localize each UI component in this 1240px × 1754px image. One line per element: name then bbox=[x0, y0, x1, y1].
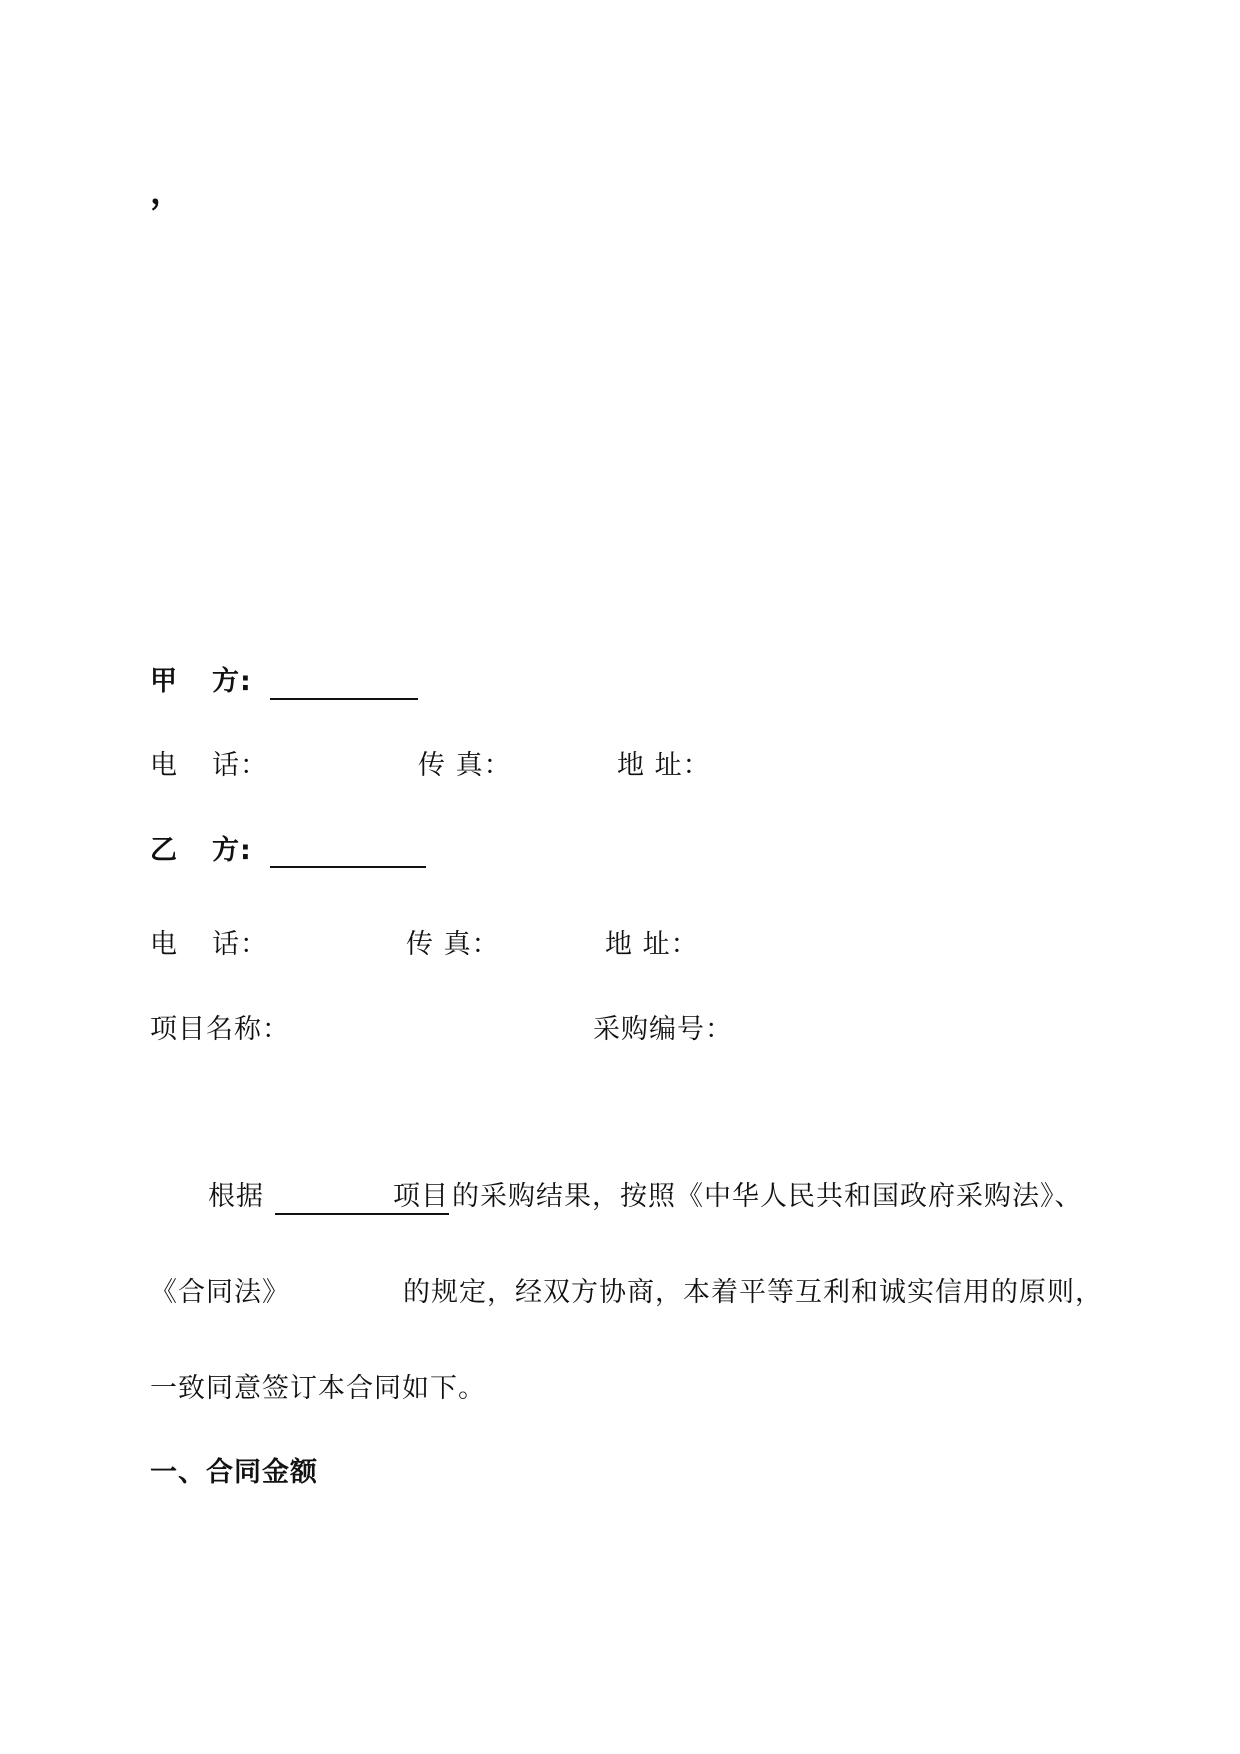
project-name-blank bbox=[275, 1213, 393, 1215]
party-a-label-2: 方: bbox=[212, 666, 252, 697]
party-b-address-label: 地 址： bbox=[605, 929, 699, 960]
party-b-label-1: 乙 bbox=[150, 835, 178, 866]
party-a-blank bbox=[270, 698, 418, 700]
party-a-label-1: 甲 bbox=[150, 666, 178, 697]
project-name-label: 项目名称： bbox=[150, 1014, 290, 1045]
stray-mark: ， bbox=[150, 172, 184, 212]
party-b-phone-label-1: 电 bbox=[150, 929, 178, 960]
preamble-line1-project: 项目 bbox=[393, 1181, 449, 1215]
party-b-fax-label: 传 真： bbox=[406, 929, 500, 960]
party-b-phone-label-2: 话： bbox=[212, 929, 268, 960]
party-a-phone-label-1: 电 bbox=[150, 750, 178, 781]
party-a-phone-label-2: 话： bbox=[212, 750, 268, 781]
party-a-address-label: 地 址： bbox=[617, 750, 711, 781]
purchase-no-label: 采购编号： bbox=[593, 1014, 733, 1045]
section-1-title: 一、合同金额 bbox=[150, 1457, 318, 1488]
party-b-label-2: 方: bbox=[212, 835, 252, 866]
party-a-fax-label: 传 真： bbox=[418, 750, 512, 781]
preamble-line2-rest: 的规定，经双方协商，本着平等互利和诚实信用的原则， bbox=[403, 1277, 1103, 1308]
preamble-line1-start: 根据 bbox=[208, 1181, 264, 1212]
preamble-line2-start: 《合同法》 bbox=[150, 1277, 290, 1308]
party-b-blank bbox=[270, 866, 426, 868]
preamble-line3: 一致同意签订本合同如下。 bbox=[150, 1373, 486, 1404]
preamble-line1-rest: 的采购结果，按照《中华人民共和国政府采购法》、 bbox=[452, 1181, 1083, 1212]
